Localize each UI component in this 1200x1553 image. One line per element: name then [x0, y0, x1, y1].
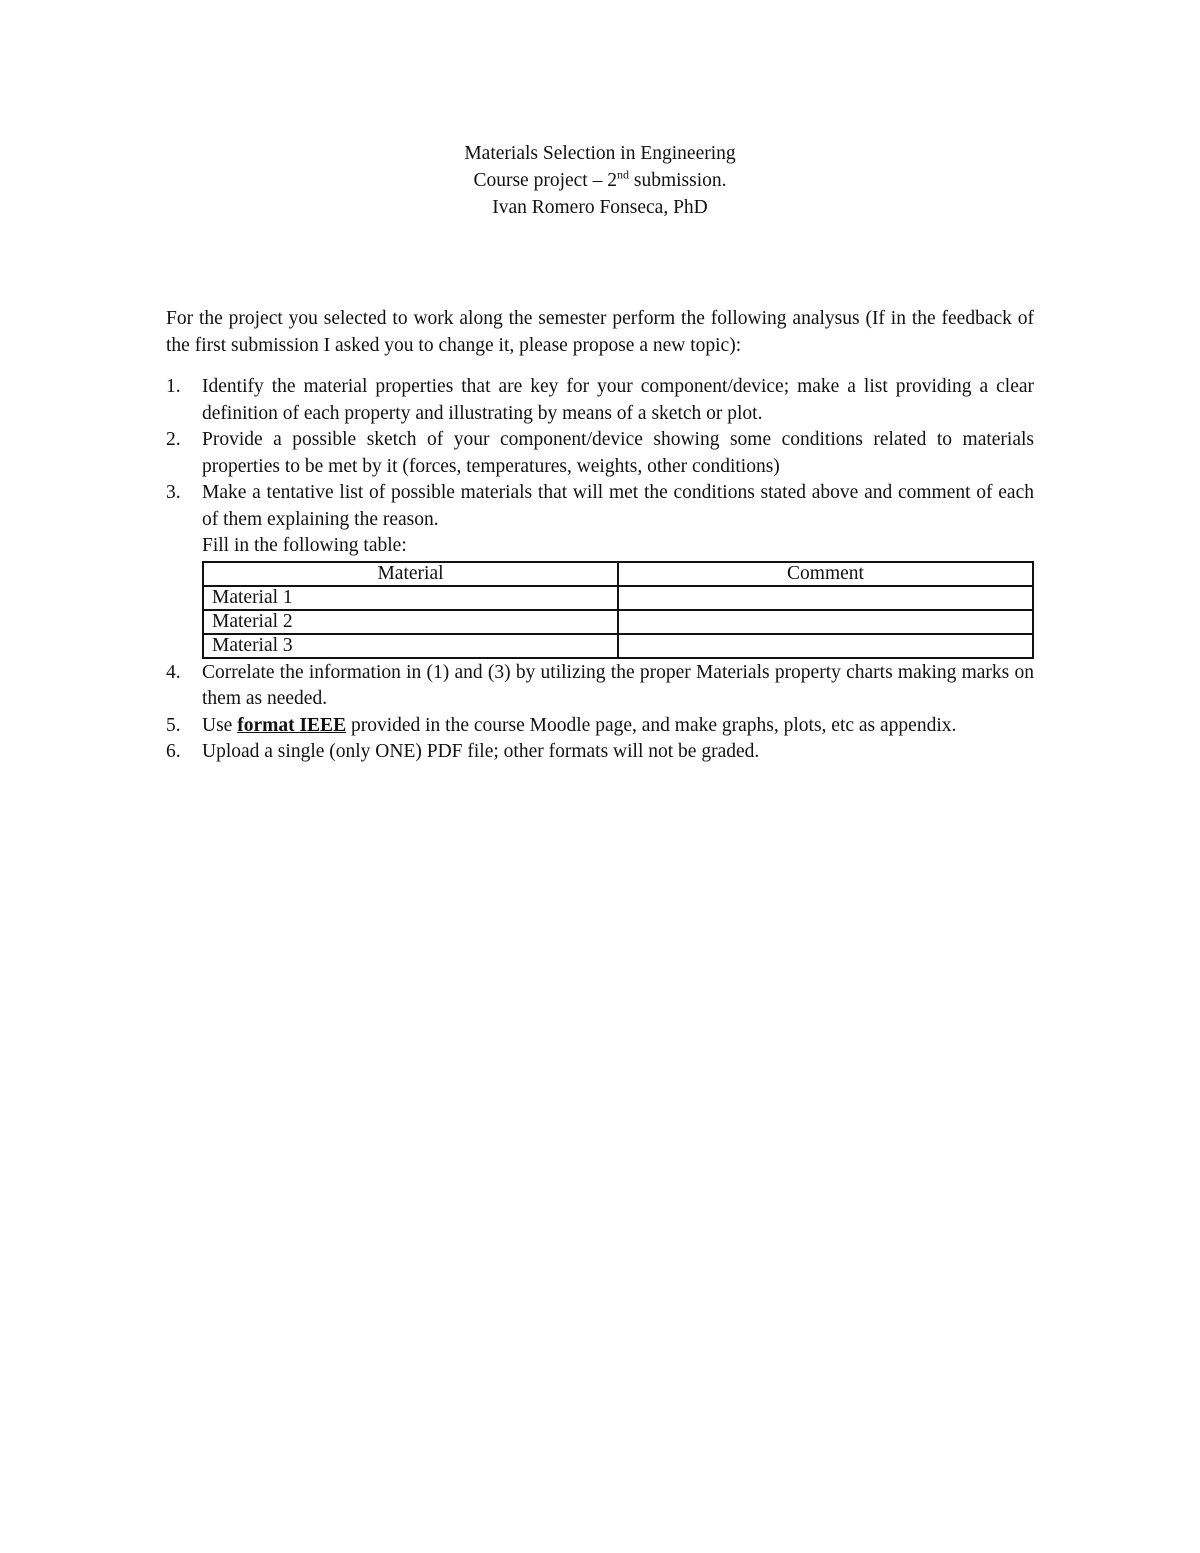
list-item-number: 2.	[166, 429, 181, 450]
materials-table	[202, 561, 1034, 659]
submission-ordinal-suffix: nd	[616, 167, 629, 182]
submission-suffix: submission.	[628, 170, 727, 191]
comment-cell[interactable]	[618, 610, 1033, 634]
material-cell: Material 3	[203, 634, 618, 658]
list-item-text: Identify the material properties that are key for your component/device; make a list providing a clear definition of each property and illustrating by means of a sketch or plot.	[202, 376, 1034, 424]
list-item-number: 5.	[166, 714, 181, 736]
format-ieee-link[interactable]: format IEEE	[237, 714, 347, 736]
list-item-text: Make a tentative list of possible materials that will met the conditions stated above and comment of each of them explaining the reason.	[202, 482, 1034, 530]
list-item	[166, 480, 1034, 659]
list-item	[166, 374, 1034, 427]
list-item-number: 4.	[166, 661, 181, 683]
submission-prefix: Course project – 2	[473, 170, 617, 191]
list-item-number: 3.	[166, 482, 181, 503]
table-row	[203, 634, 1033, 658]
list-item	[166, 739, 1034, 766]
instruction-list	[166, 374, 1034, 766]
list-item	[166, 660, 1034, 713]
list-item	[166, 427, 1034, 480]
author-name: Ivan Romero Fonseca, PhD	[492, 197, 708, 218]
list-item-text: Upload a single (only ONE) PDF file; other formats will not be graded.	[202, 741, 760, 762]
list-item	[166, 713, 1034, 740]
material-cell: Material 1	[203, 586, 618, 610]
material-cell: Material 2	[203, 610, 618, 634]
comment-cell[interactable]	[618, 634, 1033, 658]
intro-paragraph: For the project you selected to work along the semester perform the following analysus (If in the feedback of the first submission I asked you to change it, please propose a new topic):	[166, 308, 1034, 356]
table-header-row	[203, 562, 1033, 586]
submission-line	[0, 167, 1200, 194]
list-item-text: Correlate the information in (1) and (3) by utilizing the proper Materials property charts making marks on them as needed.	[202, 661, 1034, 709]
table-row	[203, 586, 1033, 610]
table-instruction: Fill in the following table:	[202, 535, 407, 556]
comment-cell[interactable]	[618, 586, 1033, 610]
list-item-text-before: Use	[202, 714, 238, 736]
table-row	[203, 610, 1033, 634]
comment-column-header: Comment	[618, 562, 1033, 586]
list-item-text-after: provided in the course Moodle page, and make graphs, plots, etc as appendix.	[346, 714, 957, 736]
list-item-number: 6.	[166, 741, 181, 762]
list-item-text: Provide a possible sketch of your component/device showing some conditions related to materials properties to be met by it (forces, temperatures, weights, other conditions)	[202, 429, 1034, 477]
material-column-header: Material	[203, 562, 618, 586]
list-item-number: 1.	[166, 376, 181, 397]
document-header	[0, 140, 1200, 221]
course-title: Materials Selection in Engineering	[464, 143, 736, 164]
